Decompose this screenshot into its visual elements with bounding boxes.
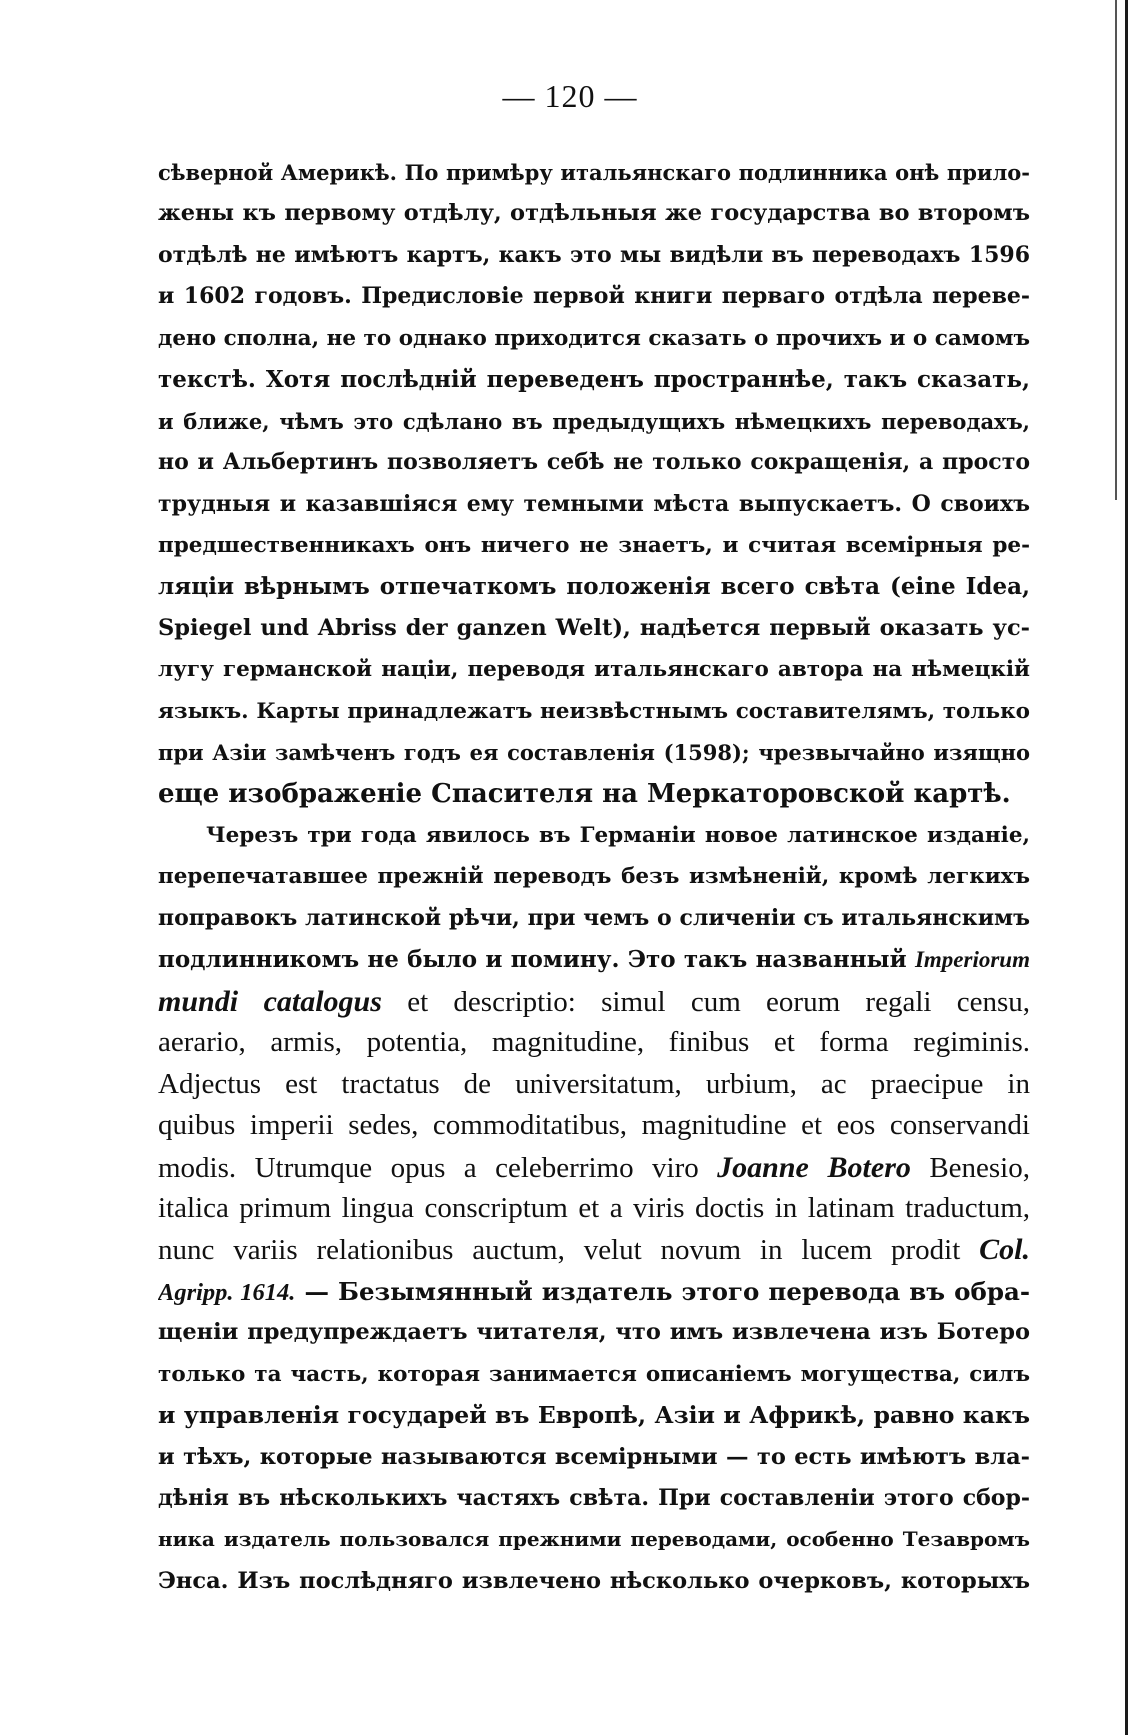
scan-edge-line: [1115, 0, 1117, 500]
text-line: щеніи предупреждаетъ читателя, что имъ извлечена изъ Ботеро: [158, 1319, 1030, 1346]
text-line: Черезъ три года явилось въ Германіи новое латинское изданіе,: [206, 823, 1030, 848]
text-line: жены къ первому отдѣлу, отдѣльныя же государства во второмъ: [158, 200, 1030, 227]
text-line: и управленія государей въ Европѣ, Азіи и Африкѣ, равно какъ: [158, 1401, 1030, 1430]
scan-edge-line: [1125, 0, 1128, 1735]
text-line: ляціи вѣрнымъ отпечаткомъ положенія всего свѣта (eine Idea,: [158, 573, 1030, 601]
body-text: [158, 152, 1030, 1602]
text-line: Spiegel und Abriss der ganzen Welt), надѣется первый оказать ус-: [158, 614, 1030, 641]
text-line: текстѣ. Хотя послѣдній переведенъ пространнѣе, такъ сказать,: [158, 366, 1030, 394]
text-line: языкъ. Карты принадлежатъ неизвѣстнымъ составителямъ, только: [158, 698, 1030, 724]
text-line: [158, 981, 1030, 1022]
text-line: italica primum lingua conscriptum et a viris doctis in latinam traductum,: [158, 1191, 1030, 1224]
text-line: поправокъ латинской рѣчи, при чемъ о сличеніи съ итальянскимъ: [158, 904, 1030, 931]
italic-name: Joanne Botero: [717, 1150, 911, 1184]
text-line: Adjectus est tractatus de universitatum, urbium, ac praecipue in: [158, 1067, 1030, 1100]
text-line: aerario, armis, potentia, magnitudine, finibus et forma regiminis.: [158, 1026, 1030, 1059]
text-line: и 1602 годовъ. Предисловіе первой книги перваго отдѣла переве-: [158, 283, 1030, 310]
text-line: [158, 1271, 1030, 1312]
text-segment: Benesio,: [929, 1151, 1030, 1184]
text-line: только та часть, которая занимается описаніемъ могущества, силъ: [158, 1361, 1030, 1387]
text-line: дѣнія въ нѣсколькихъ частяхъ свѣта. При составленіи этого сбор-: [158, 1485, 1030, 1511]
text-line: но и Альбертинъ позволяетъ себѣ не только сокращенія, а просто: [158, 449, 1030, 476]
italic-imprint: Agripp. 1614.: [158, 1278, 296, 1306]
italic-title: Imperiorum: [914, 947, 1030, 973]
text-segment: et descriptio: simul cum eorum regali censu,: [407, 985, 1030, 1018]
text-line: quibus imperii sedes, commoditatibus, magnitudine et eos conservandi: [158, 1109, 1030, 1142]
text-line: дено сполна, не то однако приходится сказать о прочихъ и о самомъ: [158, 325, 1030, 351]
italic-title: mundi catalogus: [158, 984, 382, 1018]
text-line: перепечатавшее прежній переводъ безъ измѣненій, кромѣ легкихъ: [158, 864, 1030, 890]
text-segment: — Безымянный издатель этого перевода въ обра-: [304, 1276, 1030, 1306]
text-line: предшественникахъ онъ ничего не знаетъ, и считая всемірныя ре-: [158, 532, 1030, 558]
text-line: и тѣхъ, которые называются всемірными — то есть имѣютъ вла-: [158, 1443, 1030, 1470]
text-line: отдѣлѣ не имѣютъ картъ, какъ это мы видѣли въ переводахъ 1596: [158, 241, 1030, 268]
text-line: Энса. Изъ послѣдняго извлечено нѣсколько очерковъ, которыхъ: [158, 1567, 1030, 1594]
text-segment: modis. Utrumque opus a celeberrimo viro: [158, 1151, 699, 1184]
text-segment: подлинникомъ не было и помину. Это такъ названный: [158, 946, 907, 974]
text-segment: nunc variis relationibus auctum, velut novum in lucem prodit: [158, 1234, 961, 1267]
page-number: — 120 —: [502, 78, 638, 114]
text-line: [158, 1229, 1030, 1270]
text-line: ника издатель пользовался прежними переводами, особенно Тезавромъ: [158, 1527, 1030, 1552]
text-line: [158, 939, 1030, 980]
italic-place: Col.: [979, 1233, 1030, 1267]
text-line: еще изображеніе Спасителя на Меркаторовской картѣ.: [158, 778, 1011, 809]
text-line: трудныя и казавшіяся ему темными мѣста выпускаетъ. О своихъ: [158, 490, 1030, 517]
text-line: при Азіи замѣченъ годъ ея составленія (1598); чрезвычайно изящно: [158, 740, 1030, 766]
text-line: сѣверной Америкѣ. По примѣру итальянскаго подлинника онѣ прило-: [158, 160, 1030, 185]
text-line: лугу германской націи, переводя итальянскаго автора на нѣмецкій: [158, 657, 1030, 683]
text-line: [158, 1147, 1030, 1188]
text-line: и ближе, чѣмъ это сдѣлано въ предыдущихъ нѣмецкихъ переводахъ,: [158, 408, 1030, 434]
